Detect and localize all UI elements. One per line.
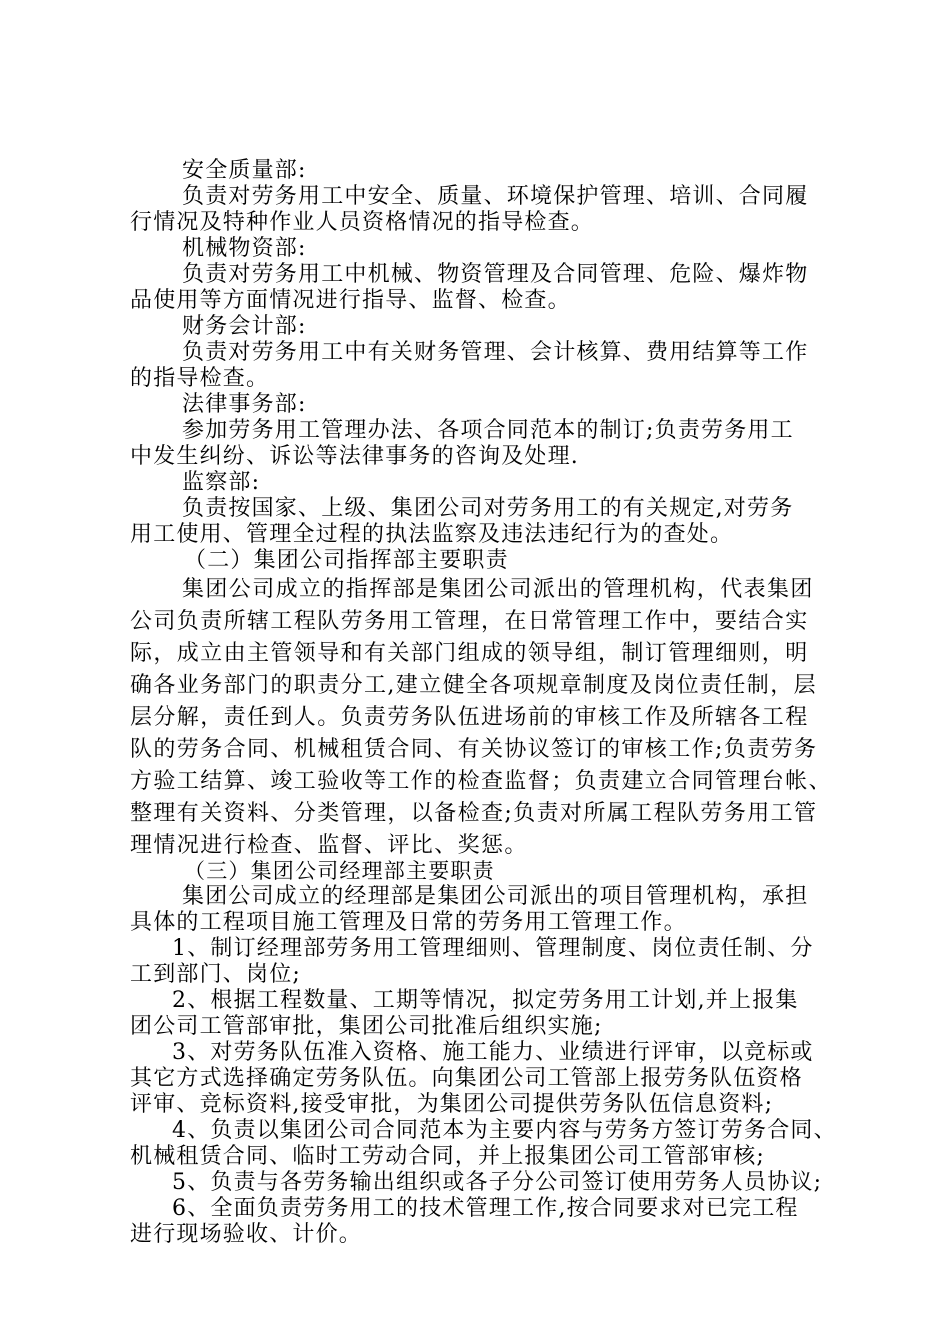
paragraph-line: 参加劳务用工管理办法、各项合同范本的制订;负责劳务用工 <box>182 418 794 443</box>
paragraph-line: 公司负责所辖工程队劳务用工管理，在日常管理工作中，要结合实 <box>130 609 809 634</box>
paragraph-line: 集团公司成立的经理部是集团公司派出的项目管理机构，承担 <box>182 884 809 909</box>
list-item-2: 2、根据工程数量、工期等情况，拟定劳务用工计划,并上报集 <box>172 988 799 1013</box>
dept-heading-legal: 法律事务部: <box>182 392 307 417</box>
paragraph-line: 品使用等方面情况进行指导、监督、检查。 <box>130 288 571 313</box>
list-item-1: 1、制订经理部劳务用工管理细则、管理制度、岗位责任制、分 <box>172 936 814 961</box>
paragraph-line: 际，成立由主管领导和有关部门组成的领导组，制订管理细则，明 <box>130 641 809 666</box>
paragraph-line: 负责对劳务用工中机械、物资管理及合同管理、危险、爆炸物 <box>182 262 809 287</box>
dept-heading-machinery: 机械物资部: <box>182 236 307 261</box>
list-item-3: 3、对劳务队伍准入资格、施工能力、业绩进行评审，以竞标或 <box>172 1040 814 1065</box>
dept-heading-finance: 财务会计部: <box>182 314 307 339</box>
paragraph-line: 层分解，责任到人。负责劳务队伍进场前的审核工作及所辖各工程 <box>130 705 809 730</box>
section-heading-2: （二）集团公司指挥部主要职责 <box>184 548 509 573</box>
paragraph-line: 中发生纠纷、诉讼等法律事务的咨询及处理. <box>130 444 579 469</box>
list-item-5: 5、负责与各劳务输出组织或各子分公司签订使用劳务人员协议; <box>172 1170 823 1195</box>
paragraph-line: 工到部门、岗位; <box>130 962 302 987</box>
dept-heading-safety: 安全质量部: <box>182 158 307 183</box>
paragraph-line: 用工使用、管理全过程的执法监察及违法违纪行为的查处。 <box>130 522 734 547</box>
paragraph-line: 队的劳务合同、机械租赁合同、有关协议签订的审核工作;负责劳务 <box>130 737 818 762</box>
paragraph-line: 机械租赁合同、临时工劳动合同，并上报集团公司工管部审核; <box>130 1144 766 1169</box>
paragraph-line: 集团公司成立的指挥部是集团公司派出的管理机构，代表集团 <box>182 577 814 602</box>
paragraph-line: 评审、竞标资料,接受审批，为集团公司提供劳务队伍信息资料; <box>130 1092 774 1117</box>
section-heading-3: （三）集团公司经理部主要职责 <box>184 859 495 883</box>
paragraph-line: 的指导检查。 <box>130 366 270 391</box>
paragraph-line: 负责对劳务用工中有关财务管理、会计核算、费用结算等工作 <box>182 340 809 365</box>
paragraph-line: 进行现场验收、计价。 <box>130 1222 363 1247</box>
dept-heading-supervision: 监察部: <box>182 470 261 495</box>
paragraph-line: 负责按国家、上级、集团公司对劳务用工的有关规定,对劳务 <box>182 496 794 521</box>
paragraph-line: 理情况进行检查、监督、评比、奖惩。 <box>130 833 528 858</box>
paragraph-line: 方验工结算、竣工验收等工作的检查监督；负责建立合同管理台帐、 <box>130 769 833 794</box>
list-item-4: 4、负责以集团公司合同范本为主要内容与劳务方签订劳务合同、 <box>172 1118 837 1143</box>
paragraph-line: 行情况及特种作业人员资格情况的指导检查。 <box>130 210 595 235</box>
paragraph-line: 整理有关资料、分类管理，以备检查;负责对所属工程队劳务用工管 <box>130 801 818 826</box>
paragraph-line: 负责对劳务用工中安全、质量、环境保护管理、培训、合同履 <box>182 184 809 209</box>
list-item-6: 6、全面负责劳务用工的技术管理工作,按合同要求对已完工程 <box>172 1196 799 1221</box>
paragraph-line: 其它方式选择确定劳务队伍。向集团公司工管部上报劳务队伍资格 <box>130 1066 803 1091</box>
paragraph-line: 团公司工管部审批，集团公司批准后组织实施; <box>130 1014 603 1039</box>
paragraph-line: 确各业务部门的职责分工,建立健全各项规章制度及岗位责任制，层 <box>130 673 817 698</box>
paragraph-line: 具体的工程项目施工管理及日常的劳务用工管理工作。 <box>130 910 687 935</box>
